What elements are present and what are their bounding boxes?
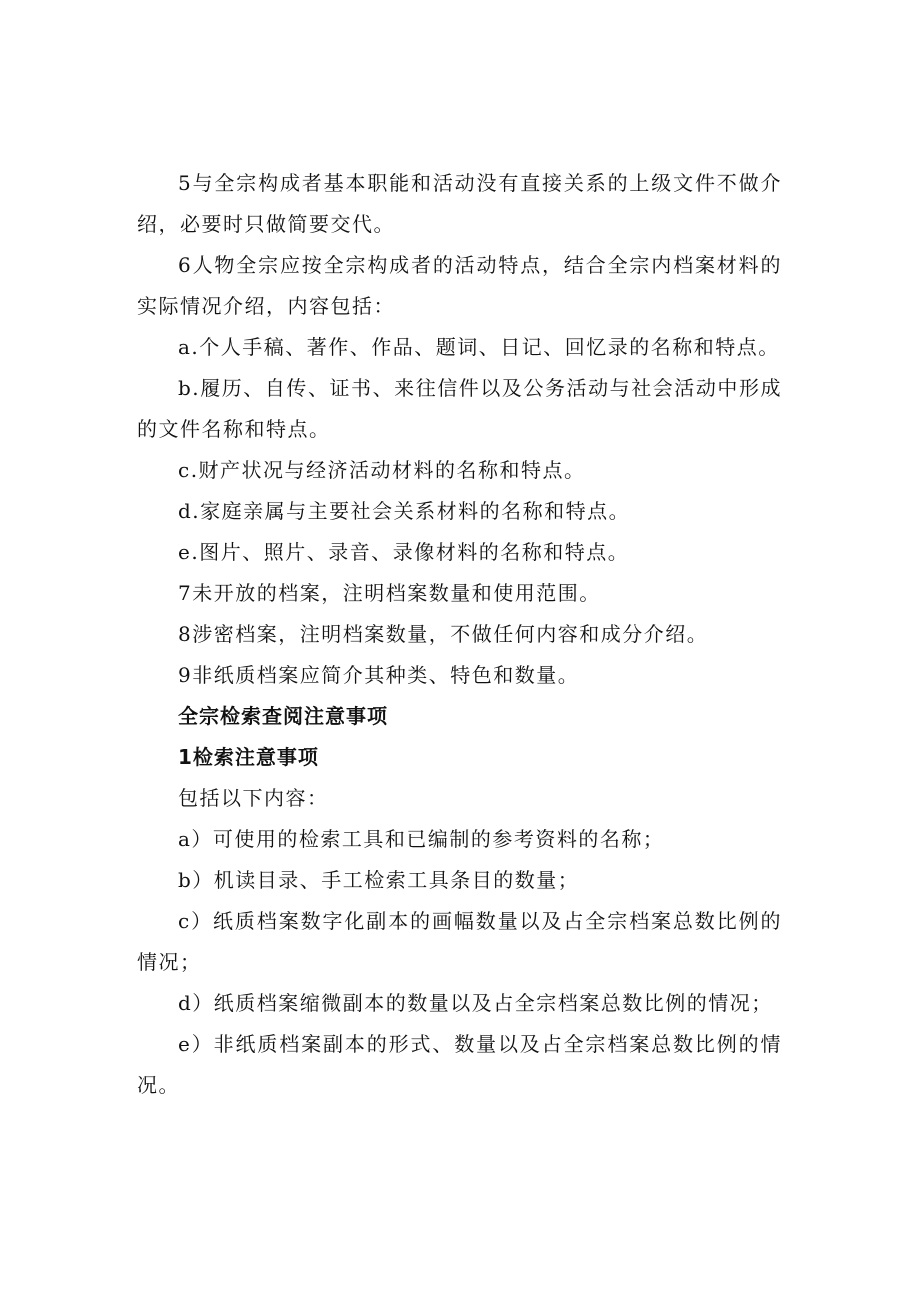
paragraph-intro: 包括以下内容： [178,786,329,810]
document-body [137,163,782,1106]
paragraph-item-6d: d.家庭亲属与主要社会关系材料的名称和特点。 [178,499,631,523]
paragraph-item-5: 5与全宗构成者基本职能和活动没有直接关系的上级文件不做介绍，必要时只做简要交代。 [137,171,782,236]
paragraph-item-9: 9非纸质档案应简介其种类、特色和数量。 [178,663,580,687]
paragraph-item-6a: a.个人手稿、著作、作品、题词、日记、回忆录的名称和特点。 [178,335,780,359]
paragraph-item-a: a）可使用的检索工具和已编制的参考资料的名称； [178,827,665,851]
paragraph-item-7: 7未开放的档案，注明档案数量和使用范围。 [178,581,601,605]
paragraph-item-6b: b.履历、自传、证书、来往信件以及公务活动与社会活动中形成的文件名称和特点。 [137,376,782,441]
paragraph-item-6e: e.图片、照片、录音、录像材料的名称和特点。 [178,540,630,564]
paragraph-item-6c: c.财产状况与经济活动材料的名称和特点。 [178,458,586,482]
paragraph-item-e: e）非纸质档案副本的形式、数量以及占全宗档案总数比例的情况。 [137,1032,782,1097]
section-heading: 全宗检索查阅注意事项 [178,704,388,728]
paragraph-item-c: c）纸质档案数字化副本的画幅数量以及占全宗档案总数比例的情况； [137,909,782,974]
paragraph-item-b: b）机读目录、手工检索工具条目的数量； [178,868,580,892]
paragraph-item-d: d）纸质档案缩微副本的数量以及占全宗档案总数比例的情况； [178,991,773,1015]
subsection-heading: 1检索注意事项 [178,745,319,769]
paragraph-item-8: 8涉密档案，注明档案数量，不做任何内容和成分介绍。 [178,622,709,646]
paragraph-item-6: 6人物全宗应按全宗构成者的活动特点，结合全宗内档案材料的实际情况介绍，内容包括： [137,253,782,318]
